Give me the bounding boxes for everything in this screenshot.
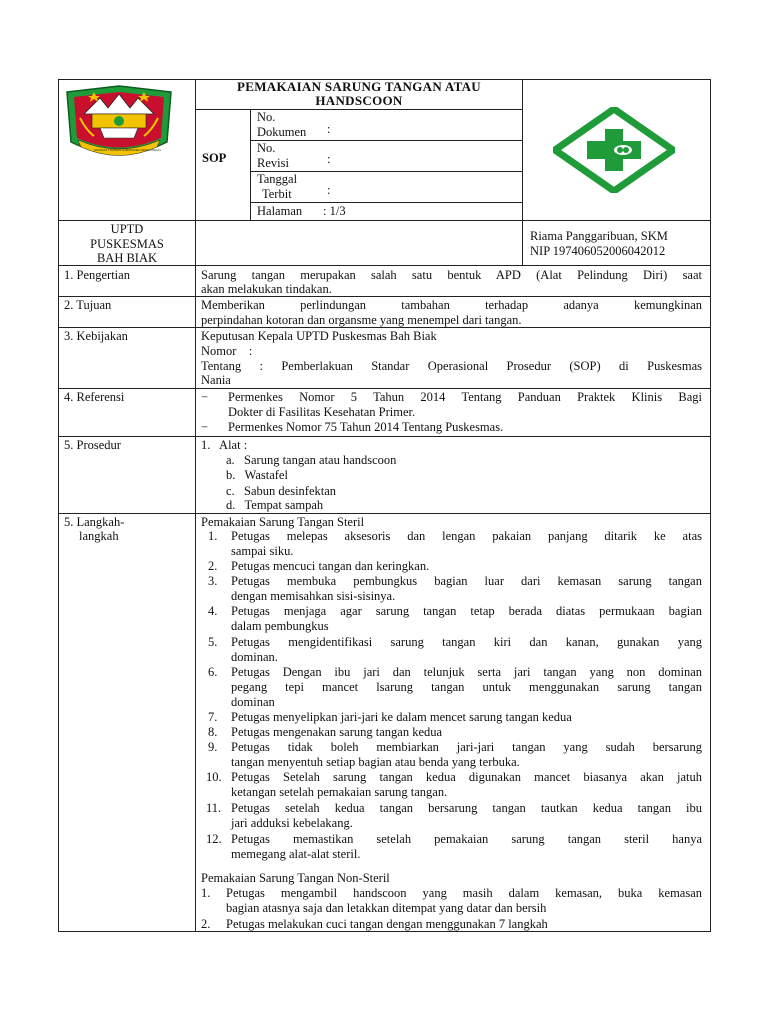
alat-item: c. Sabun desinfektan: [226, 484, 337, 498]
document-title-line1: PEMAKAIAN SARUNG TANGAN ATAU: [237, 79, 481, 94]
step-text: Petugas Setelah sarung tangan kedua digunakan mancet biasanya akan jatuh: [231, 770, 702, 784]
step-text: Petugas menyelipkan jari-jari ke dalam mencet sarung tangan kedua: [231, 710, 572, 724]
unit-name-line3: BAH BIAK: [96, 251, 158, 265]
section-text: Memberikan perlindungan tambahan terhadap adanya kemungkinan: [201, 298, 702, 312]
step-text: memegang alat-alat steril.: [231, 847, 361, 861]
unit-name-line1: UPTD: [110, 222, 144, 236]
reference-text: Permenkes Nomor 75 Tahun 2014 Tentang Puskesmas.: [228, 420, 504, 434]
step-number: 1.: [208, 529, 218, 543]
step-text: jari adduksi kebelakang.: [231, 816, 353, 830]
step-text: Petugas melakukan cuci tangan dengan menggunakan 7 langkah: [226, 917, 548, 931]
section-label: 1. Pengertian: [64, 268, 130, 282]
step-text: ketangan setelah pemakaian sarung tangan.: [231, 785, 448, 799]
step-text: Petugas melepas aksesoris dan lengan pakaian panjang ditarik ke atas: [231, 529, 702, 543]
field-label: Terbit: [262, 187, 292, 201]
step-text: pegang tepi mancet lsarung tangan untuk menggunakan sarung tangan: [231, 680, 702, 694]
field-label: Tanggal: [257, 172, 298, 186]
alat-heading: 1. Alat :: [201, 438, 248, 452]
field-value: : 1/3: [323, 204, 346, 218]
step-text: Petugas mengambil handscoon yang masih dalam kemasan, buka kemasan: [226, 886, 702, 900]
step-text: Petugas membuka pembungkus bagian luar dari kemasan sarung tangan: [231, 574, 702, 588]
section-text: akan melakukan tindakan.: [201, 282, 332, 296]
reference-text: Dokter di Fasilitas Kesehatan Primer.: [228, 405, 416, 419]
signer-name: Riama Panggaribuan, SKM: [530, 229, 668, 243]
step-number: 1.: [201, 886, 211, 900]
field-label: Halaman: [257, 204, 303, 218]
step-text: Petugas mengidentifikasi sarung tangan kiri dan kanan, gunakan yang: [231, 635, 702, 649]
step-number: 8.: [208, 725, 218, 739]
section-label: 3. Kebijakan: [64, 329, 128, 343]
section-text: perpindahan kotoran dan organsme yang menempel dari tangan.: [201, 313, 522, 327]
section-text: Sarung tangan merupakan salah satu bentuk APD (Alat Pelindung Diri) saat: [201, 268, 702, 282]
alat-item: b. Wastafel: [226, 468, 288, 482]
field-value: :: [327, 122, 331, 136]
section-label: 2. Tujuan: [64, 298, 112, 312]
section-label: 5. Langkah-: [64, 515, 125, 529]
step-text: dengan memisahkan sisi-sisinya.: [231, 589, 396, 603]
step-number: 2.: [201, 917, 211, 931]
step-number: 3.: [208, 574, 218, 588]
step-number: 6.: [208, 665, 218, 679]
step-number: 2.: [208, 559, 218, 573]
step-text: Petugas mengenakan sarung tangan kedua: [231, 725, 443, 739]
logo-motto: MATHIAS TIAMBAN KABUPATEN SIMALUNGUN: [94, 148, 161, 152]
document-title-line2: HANDSCOON: [315, 93, 403, 108]
alat-item: a. Sarung tangan atau handscoon: [226, 453, 397, 467]
field-value: :: [327, 152, 331, 166]
step-text: dominan: [231, 695, 275, 709]
step-number: 12.: [206, 832, 222, 846]
step-text: dalam pembungkus: [231, 619, 329, 633]
sop-label: SOP: [202, 151, 227, 165]
step-number: 10.: [206, 770, 222, 784]
section-label: langkah: [79, 529, 119, 543]
section-text: Keputusan Kepala UPTD Puskesmas Bah Biak: [201, 329, 437, 343]
kabupaten-logo: [64, 84, 174, 164]
step-number: 11.: [206, 801, 222, 815]
step-text: Petugas tidak boleh membiarkan jari-jari tangan yang sudah bersarung: [231, 740, 702, 754]
unit-name-line2: PUSKESMAS: [90, 237, 164, 251]
step-text: dominan.: [231, 650, 278, 664]
step-text: Petugas memastikan setelah pemakaian sarung tangan steril hanya: [231, 832, 702, 846]
section-text: Nania: [201, 373, 231, 387]
signer-nip: NIP 197406052006042012: [530, 244, 666, 258]
step-number: 5.: [208, 635, 218, 649]
step-number: 9.: [208, 740, 218, 754]
field-label: No.: [257, 110, 276, 124]
bullet: −: [201, 390, 209, 404]
field-label: Dokumen: [257, 125, 307, 139]
step-text: Petugas menjaga agar sarung tangan tetap berada diatas permukaan bagian: [231, 604, 702, 618]
step-text: sampai siku.: [231, 544, 294, 558]
section-label: 4. Referensi: [64, 390, 125, 404]
bullet: −: [201, 420, 209, 434]
step-text: Petugas setelah kedua tangan bersarung tangan tautkan kedua tangan ibu: [231, 801, 702, 815]
step-text: bagian atasnya saja dan letakkan ditempat yang datar dan bersih: [226, 901, 547, 915]
field-label: Revisi: [257, 156, 289, 170]
section-text: Nomor :: [201, 344, 253, 358]
step-number: 7.: [208, 710, 218, 724]
field-label: No.: [257, 141, 276, 155]
section-label: 5. Prosedur: [64, 438, 121, 452]
step-text: Petugas Dengan ibu jari dan telunjuk serta jari tangan yang non dominan: [231, 665, 702, 679]
section-text: Tentang : Pemberlakuan Standar Operasional Prosedur (SOP) di Puskesmas: [201, 359, 702, 373]
alat-item: d. Tempat sampah: [226, 498, 324, 512]
step-text: Petugas mencuci tangan dan keringkan.: [231, 559, 430, 573]
steril-heading: Pemakaian Sarung Tangan Steril: [201, 515, 365, 529]
nonsteril-heading: Pemakaian Sarung Tangan Non-Steril: [201, 871, 390, 885]
reference-text: Permenkes Nomor 5 Tahun 2014 Tentang Panduan Praktek Klinis Bagi: [228, 390, 702, 404]
field-value: :: [327, 183, 331, 197]
step-number: 4.: [208, 604, 218, 618]
step-text: tangan menyentuh setiap bagian atau benda yang terbuka.: [231, 755, 520, 769]
puskesmas-logo: [553, 107, 675, 193]
